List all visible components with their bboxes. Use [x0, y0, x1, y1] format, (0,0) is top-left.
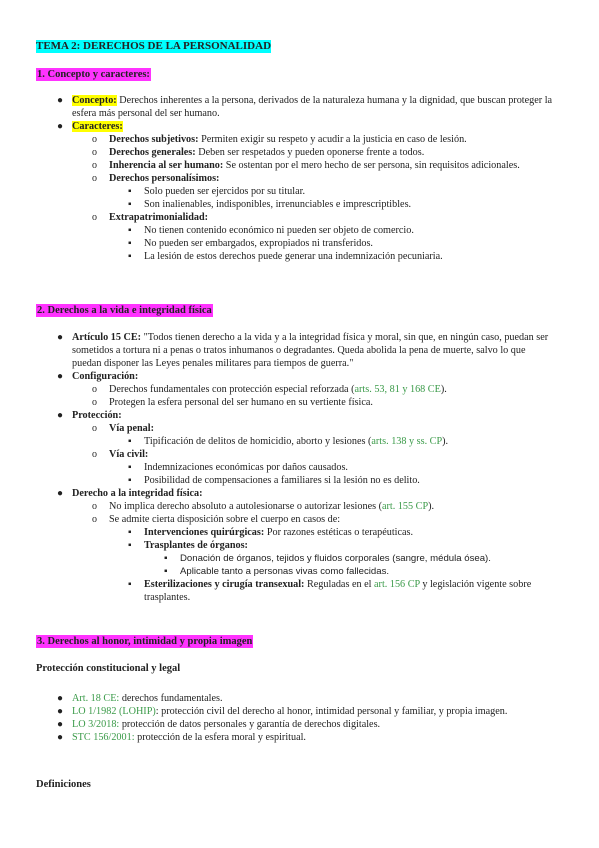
square-bullet-icon: ▪ [164, 566, 168, 577]
circle-bullet-icon: o [92, 134, 97, 145]
list-item-trasplantes [128, 539, 557, 552]
square-bullet-icon: ▪ [128, 199, 132, 210]
stc156-reference: STC 156/2001: [72, 732, 135, 743]
circle-bullet-icon: o [92, 173, 97, 184]
circle-bullet-icon: o [92, 160, 97, 171]
trasplantes-item-text: Donación de órganos, tejidos y fluidos corporales (sangre, médula ósea). [180, 553, 491, 564]
bullet-icon: ● [57, 488, 64, 499]
list-item-civil-2 [128, 474, 557, 487]
config-1-reference: arts. 53, 81 y 168 CE [354, 384, 441, 395]
personalisimos-label: Derechos personalísimos: [109, 173, 220, 184]
subjetivos-text: Permiten exigir su respeto y acudir a la justicia en caso de lesión. [198, 134, 467, 145]
civil-item-text: Posibilidad de compensaciones a familiares si la lesión no es delito. [144, 475, 420, 486]
bullet-icon: ● [57, 332, 64, 343]
config-2-text: Protegen la esfera personal del ser humano en su vertiente física. [109, 397, 373, 408]
section-3-list [0, 692, 599, 744]
list-item-subjetivos [92, 133, 557, 146]
list-item-stc156 [57, 731, 557, 744]
generales-label: Derechos generales: [109, 147, 196, 158]
list-item-lohip [57, 705, 557, 718]
list-item-caracteres [57, 120, 557, 133]
section-1-list [0, 94, 599, 263]
personalisimos-item-text: Solo pueden ser ejercidos por su titular. [144, 186, 305, 197]
penal-post: ). [442, 436, 449, 447]
penal-reference: arts. 138 y ss. CP [371, 436, 443, 447]
bullet-icon: ● [57, 410, 64, 421]
square-bullet-icon: ▪ [128, 579, 132, 590]
list-item-proteccion [57, 409, 557, 422]
circle-bullet-icon: o [92, 449, 97, 460]
lohip-reference: LO 1/1982 (LOHIP) [72, 706, 156, 717]
art15-text: "Todos tienen derecho a la vida y a la integridad física y moral, sin que, en ningún caso, puedan ser sometidos a tortura ni a penas o tratos inhumanos o degradantes. Queda abolida la pena de muerte, salvo lo que puedan disponer las Leyes penales militares para tiempos de guerra." [72, 332, 549, 369]
square-bullet-icon: ▪ [164, 553, 168, 564]
esterilizaciones-text: Reguladas en el [304, 579, 375, 590]
integridad-1-reference: art. 155 CP [382, 501, 429, 512]
bullet-icon: ● [57, 693, 64, 704]
list-item-quirurgicas [128, 526, 557, 539]
esterilizaciones-post: y legislación vigente sobre trasplantes. [144, 579, 532, 603]
square-bullet-icon: ▪ [128, 238, 132, 249]
square-bullet-icon: ▪ [128, 462, 132, 473]
list-item-civil-1 [128, 461, 557, 474]
list-item-art18 [57, 692, 557, 705]
esterilizaciones-reference: art. 156 CP [374, 579, 420, 590]
bullet-icon: ● [57, 371, 64, 382]
extra-item-text: No pueden ser embargados, expropiados ni transferidos. [144, 238, 373, 249]
list-item-config-1 [92, 383, 557, 396]
list-item-config-2 [92, 396, 557, 409]
list-item-via-civil [92, 448, 557, 461]
proteccion-constitucional-heading: Protección constitucional y legal [36, 663, 181, 674]
inherencia-text: Se ostentan por el mero hecho de ser persona, sin requisitos adicionales. [223, 160, 520, 171]
list-item-integridad [57, 487, 557, 500]
square-bullet-icon: ▪ [128, 186, 132, 197]
extrapatrimonialidad-label: Extrapatrimonialidad: [109, 212, 209, 223]
art18-text: derechos fundamentales. [119, 693, 223, 704]
bullet-icon: ● [57, 121, 64, 132]
list-item-lo3-2018 [57, 718, 557, 731]
page-title: TEMA 2: DERECHOS DE LA PERSONALIDAD [36, 40, 272, 52]
quirurgicas-text: Por razones estéticas o terapéuticas. [264, 527, 414, 538]
list-item-trasplantes-1 [164, 552, 557, 565]
list-item-inherencia [92, 159, 557, 172]
config-1-text: Derechos fundamentales con protección especial reforzada ( [109, 384, 355, 395]
section-2-list [0, 331, 599, 604]
stc156-text: protección de la esfera moral y espiritual. [134, 732, 306, 743]
via-penal-label: Vía penal: [109, 423, 154, 434]
circle-bullet-icon: o [92, 501, 97, 512]
penal-text: Tipificación de delitos de homicidio, aborto y lesiones ( [144, 436, 372, 447]
square-bullet-icon: ▪ [128, 475, 132, 486]
bullet-icon: ● [57, 719, 64, 730]
section-2-heading: 2. Derechos a la vida e integridad física [37, 305, 212, 316]
esterilizaciones-label: Esterilizaciones y cirugía transexual: [144, 579, 305, 590]
art15-label: Artículo 15 CE: [72, 332, 142, 343]
bullet-icon: ● [57, 706, 64, 717]
square-bullet-icon: ▪ [128, 540, 132, 551]
list-item-extra-2 [128, 237, 557, 250]
list-item-via-penal [92, 422, 557, 435]
circle-bullet-icon: o [92, 514, 97, 525]
list-item-concepto [57, 94, 557, 120]
square-bullet-icon: ▪ [128, 436, 132, 447]
integridad-1-post: ). [428, 501, 435, 512]
concepto-text: Derechos inherentes a la persona, derivados de la naturaleza humana y la dignidad, que buscan proteger la esfera más personal del ser humano. [72, 95, 553, 119]
integridad-label: Derecho a la integridad física: [72, 488, 203, 499]
personalisimos-item-text: Son inalienables, indisponibles, irrenunciables e imprescriptibles. [144, 199, 412, 210]
bullet-icon: ● [57, 732, 64, 743]
list-item-generales [92, 146, 557, 159]
subjetivos-label: Derechos subjetivos: [109, 134, 199, 145]
list-item-personalisimos-2 [128, 198, 557, 211]
circle-bullet-icon: o [92, 397, 97, 408]
integridad-1-text: No implica derecho absoluto a autolesionarse o autorizar lesiones ( [109, 501, 382, 512]
list-item-personalisimos [92, 172, 557, 185]
via-civil-label: Vía civil: [109, 449, 149, 460]
list-item-extra-3 [128, 250, 557, 263]
art18-reference: Art. 18 CE: [72, 693, 120, 704]
config-label: Configuración: [72, 371, 139, 382]
list-item-personalisimos-1 [128, 185, 557, 198]
list-item-extra-1 [128, 224, 557, 237]
bullet-icon: ● [57, 95, 64, 106]
concepto-label: Concepto: [72, 95, 117, 106]
quirurgicas-label: Intervenciones quirúrgicas: [144, 527, 265, 538]
trasplantes-label: Trasplantes de órganos: [144, 540, 248, 551]
definiciones-heading: Definiciones [36, 779, 91, 790]
lohip-text: : protección civil del derecho al honor, intimidad personal y familiar, y propia imagen. [155, 706, 508, 717]
caracteres-label: Caracteres: [72, 121, 123, 132]
list-item-esterilizaciones [128, 578, 557, 604]
circle-bullet-icon: o [92, 212, 97, 223]
extra-item-text: La lesión de estos derechos puede generar una indemnización pecuniaria. [144, 251, 443, 262]
generales-text: Deben ser respetados y pueden oponerse frente a todos. [195, 147, 425, 158]
circle-bullet-icon: o [92, 423, 97, 434]
civil-item-text: Indemnizaciones económicas por daños causados. [144, 462, 348, 473]
inherencia-label: Inherencia al ser humano: [109, 160, 224, 171]
circle-bullet-icon: o [92, 384, 97, 395]
extra-item-text: No tienen contenido económico ni pueden ser objeto de comercio. [144, 225, 414, 236]
lo3-2018-reference: LO 3/2018: [72, 719, 120, 730]
square-bullet-icon: ▪ [128, 225, 132, 236]
list-item-integridad-1 [92, 500, 557, 513]
list-item-penal-1 [128, 435, 557, 448]
proteccion-label: Protección: [72, 410, 122, 421]
list-item-trasplantes-2 [164, 565, 557, 578]
square-bullet-icon: ▪ [128, 527, 132, 538]
circle-bullet-icon: o [92, 147, 97, 158]
integridad-2-text: Se admite cierta disposición sobre el cuerpo en casos de: [109, 514, 341, 525]
square-bullet-icon: ▪ [128, 251, 132, 262]
list-item-extrapatrimonialidad [92, 211, 557, 224]
section-3-heading: 3. Derechos al honor, intimidad y propia imagen [37, 636, 253, 647]
trasplantes-item-text: Aplicable tanto a personas vivas como fallecidas. [180, 566, 390, 577]
list-item-integridad-2 [92, 513, 557, 526]
lo3-2018-text: protección de datos personales y garantía de derechos digitales. [119, 719, 381, 730]
section-1-heading: 1. Concepto y caracteres: [37, 69, 150, 80]
list-item-art15 [57, 331, 557, 370]
config-1-post: ). [440, 384, 447, 395]
list-item-configuracion [57, 370, 557, 383]
